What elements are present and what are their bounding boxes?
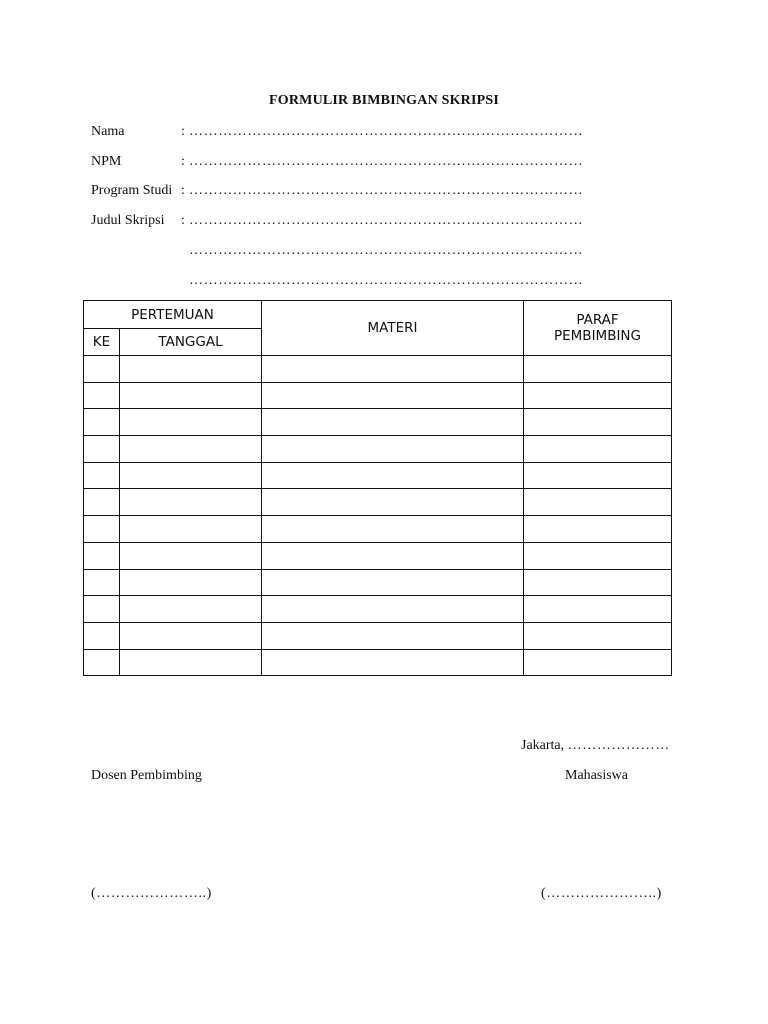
cell-tanggal	[120, 569, 262, 596]
table-row	[84, 649, 672, 676]
header-ke: KE	[84, 329, 120, 356]
header-pertemuan: PERTEMUAN	[84, 301, 262, 329]
cell-materi	[262, 489, 524, 516]
cell-materi	[262, 462, 524, 489]
cell-paraf	[524, 462, 672, 489]
cell-tanggal	[120, 596, 262, 623]
cell-paraf	[524, 436, 672, 463]
cell-tanggal	[120, 489, 262, 516]
cell-ke	[84, 596, 120, 623]
cell-tanggal	[120, 542, 262, 569]
header-paraf	[524, 301, 672, 356]
field-prodi-dots: ………………………………………………………………………	[189, 183, 584, 198]
cell-paraf	[524, 356, 672, 383]
table-row	[84, 542, 672, 569]
cell-paraf	[524, 409, 672, 436]
field-npm-colon: :	[181, 154, 185, 169]
cell-tanggal	[120, 462, 262, 489]
signature-blank-dosen: (…………………..)	[91, 886, 212, 901]
cell-tanggal	[120, 409, 262, 436]
table-row	[84, 409, 672, 436]
cell-ke	[84, 462, 120, 489]
table-row	[84, 436, 672, 463]
cell-paraf	[524, 489, 672, 516]
form-title: FORMULIR BIMBINGAN SKRIPSI	[269, 93, 499, 108]
place-dots: …………………	[567, 738, 670, 753]
cell-ke	[84, 649, 120, 676]
table-row	[84, 569, 672, 596]
place-city: Jakarta,	[521, 738, 565, 753]
cell-materi	[262, 436, 524, 463]
cell-paraf	[524, 622, 672, 649]
cell-materi	[262, 542, 524, 569]
cell-tanggal	[120, 382, 262, 409]
cell-paraf	[524, 569, 672, 596]
table-row	[84, 596, 672, 623]
field-judul-colon: :	[181, 213, 185, 228]
header-tanggal: TANGGAL	[120, 329, 262, 356]
cell-materi	[262, 569, 524, 596]
cell-ke	[84, 436, 120, 463]
cell-materi	[262, 596, 524, 623]
cell-ke	[84, 489, 120, 516]
signature-label-dosen: Dosen Pembimbing	[91, 768, 202, 783]
cell-ke	[84, 382, 120, 409]
cell-tanggal	[120, 649, 262, 676]
field-npm-label: NPM	[91, 154, 122, 169]
table-row	[84, 489, 672, 516]
header-materi: MATERI	[262, 301, 524, 356]
table-row	[84, 516, 672, 543]
cell-ke	[84, 569, 120, 596]
cell-ke	[84, 622, 120, 649]
cell-ke	[84, 356, 120, 383]
cell-ke	[84, 542, 120, 569]
guidance-table	[83, 300, 672, 676]
cell-paraf	[524, 516, 672, 543]
table-row	[84, 382, 672, 409]
signature-blank-mahasiswa: (…………………..)	[541, 886, 662, 901]
cell-tanggal	[120, 436, 262, 463]
cell-tanggal	[120, 622, 262, 649]
field-prodi-label: Program Studi	[91, 183, 173, 198]
cell-materi	[262, 516, 524, 543]
place-date	[521, 738, 670, 754]
field-prodi-colon: :	[181, 183, 185, 198]
field-judul-cont-2: ………………………………………………………………………	[189, 273, 584, 288]
cell-materi	[262, 649, 524, 676]
signature-label-mahasiswa: Mahasiswa	[565, 768, 628, 783]
table-row	[84, 622, 672, 649]
cell-materi	[262, 409, 524, 436]
cell-tanggal	[120, 356, 262, 383]
table-row	[84, 462, 672, 489]
cell-paraf	[524, 596, 672, 623]
cell-ke	[84, 409, 120, 436]
cell-paraf	[524, 649, 672, 676]
cell-ke	[84, 516, 120, 543]
cell-paraf	[524, 382, 672, 409]
field-nama-dots: ………………………………………………………………………	[189, 124, 584, 139]
field-nama-label: Nama	[91, 124, 125, 139]
cell-materi	[262, 622, 524, 649]
header-paraf-line2: PEMBIMBING	[553, 328, 641, 344]
cell-tanggal	[120, 516, 262, 543]
field-judul-cont-1: ………………………………………………………………………	[189, 243, 584, 258]
field-judul-label: Judul Skripsi	[91, 213, 165, 228]
table-row	[84, 356, 672, 383]
header-paraf-line1: PARAF	[576, 312, 619, 328]
cell-paraf	[524, 542, 672, 569]
cell-materi	[262, 382, 524, 409]
cell-materi	[262, 356, 524, 383]
field-nama-colon: :	[181, 124, 185, 139]
field-judul-dots: ………………………………………………………………………	[189, 213, 584, 228]
table-body	[84, 356, 672, 676]
field-npm-dots: ………………………………………………………………………	[189, 154, 584, 169]
